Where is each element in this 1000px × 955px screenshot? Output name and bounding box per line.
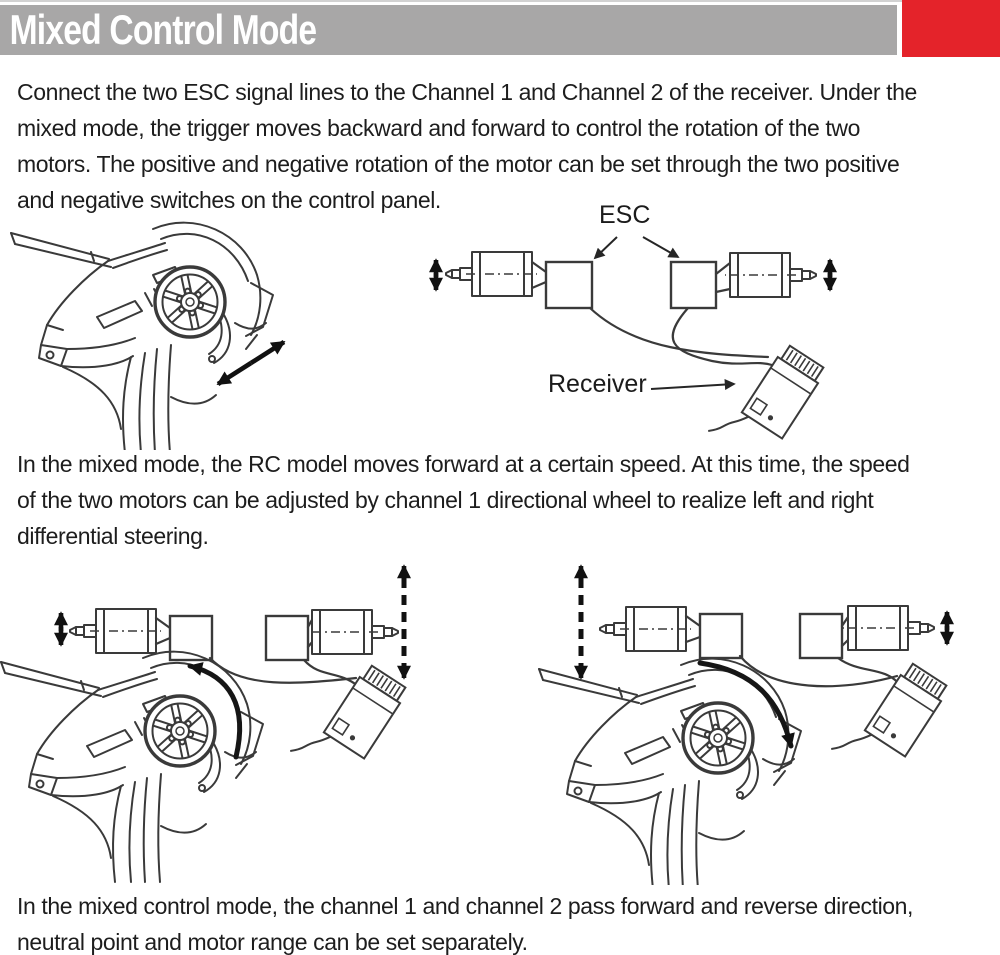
paragraph-line: differential steering. [17, 523, 209, 549]
paragraph-line: of the two motors can be adjusted by channel 1 directional wheel to realize left and right [17, 487, 874, 513]
transmitter-illustration [11, 223, 284, 450]
paragraph-line: and negative switches on the control panel. [17, 187, 441, 213]
esc-box-left [546, 262, 592, 308]
paragraph-closing [17, 888, 992, 955]
receiver-illustration [290, 654, 409, 787]
receiver-illustration [708, 334, 827, 450]
paragraph-line: Connect the two ESC signal lines to the Channel 1 and Channel 2 of the receiver. Under the [17, 79, 917, 105]
paragraph-line: In the mixed mode, the RC model moves forward at a certain speed. At this time, the speed [17, 451, 910, 477]
diagram-right-turn [539, 566, 950, 885]
mixed-connection-diagram [0, 200, 1000, 450]
section-header-bar [0, 5, 897, 55]
esc-box-left [700, 614, 742, 658]
signal-wires [740, 656, 899, 686]
motor-right-illustration [843, 606, 934, 650]
motor-esc-wires [532, 262, 546, 288]
receiver-label: Receiver [548, 370, 647, 398]
top-border-line [0, 0, 903, 2]
esc-box-right [671, 262, 716, 308]
motor-left-illustration [436, 252, 537, 296]
paragraph-mixed-mode [17, 446, 992, 554]
receiver-illustration [831, 652, 950, 785]
esc-pointer-arrows [595, 237, 678, 258]
esc-box-right [800, 614, 842, 658]
paragraph-line: In the mixed control mode, the channel 1 and channel 2 pass forward and reverse direction, [17, 893, 914, 919]
esc-label: ESC [599, 201, 651, 229]
signal-wires [210, 658, 358, 686]
paragraph-line: motors. The positive and negative rotation of the motor can be set through the two positive [17, 151, 900, 177]
paragraph-line: neutral point and motor range can be set separately. [17, 929, 528, 955]
section-title: Mixed Control Mode [9, 6, 317, 53]
paragraph-line: mixed mode, the trigger moves backward and forward to control the rotation of the two [17, 115, 860, 141]
motor-right-illustration [307, 610, 398, 654]
motor-right-illustration [725, 253, 830, 297]
esc-box-right [266, 616, 308, 660]
motor-left-illustration [600, 607, 691, 651]
motor-esc-wires [716, 263, 730, 292]
paragraph-intro [17, 74, 992, 218]
signal-wires [590, 308, 772, 365]
header-red-accent-block [902, 0, 1000, 57]
differential-steering-diagrams [0, 548, 1000, 885]
receiver-pointer-arrow [651, 384, 734, 389]
motor-left-illustration [70, 609, 161, 653]
diagram-left-turn [1, 566, 409, 882]
